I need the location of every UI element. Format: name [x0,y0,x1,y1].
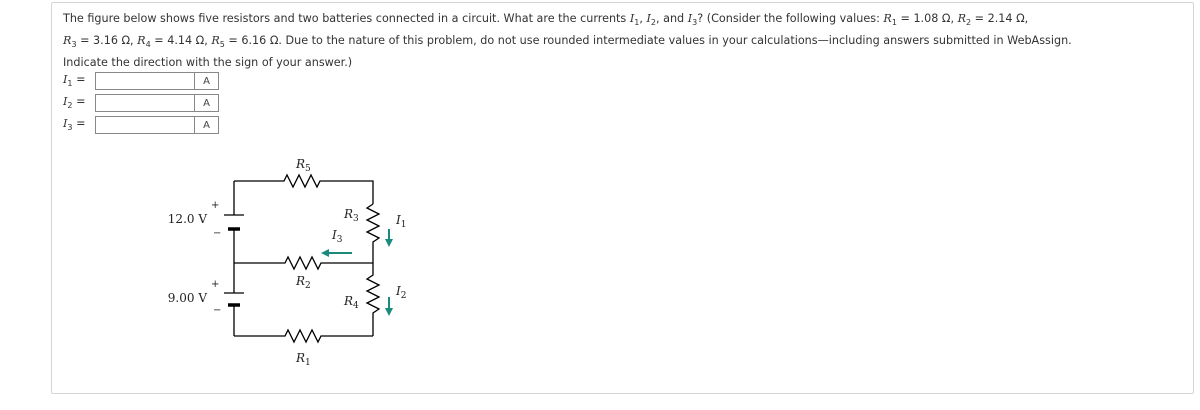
label-r1: $R_1$ [296,351,311,368]
label-r4: $R_4$ [344,294,359,311]
label-i3: $I_3$ [332,228,343,245]
label-i1: $I_1$ [396,213,407,230]
answer-input-i3[interactable] [95,116,195,134]
label-i2: $I_2$ [396,284,407,301]
answer-input-i2[interactable] [95,94,195,112]
answer-label-i2: $I_2$ = [63,95,86,111]
answer-row-i3 [63,116,219,134]
battery-9v-plus: + [211,279,220,290]
battery-9v-minus: − [213,305,222,316]
answer-label-i3: $I_3$ = [63,117,86,133]
label-r5: $R_5$ [296,157,311,174]
answer-input-i1[interactable] [95,72,195,90]
answer-row-i2 [63,94,219,112]
battery-9v-label: 9.00 V [167,291,207,305]
battery-12v-plus: + [211,200,220,211]
question-line-1: The figure below shows five resistors and two batteries connected in a circuit. What are the currents $I_1$, $I_2$, and $I_3$? (Consider the following values: $R_1 = 1.08$ Ω, $R_2 = 2.14$ Ω, [63,12,1029,28]
unit-label-i1: A [195,72,219,90]
question-line-3: Indicate the direction with the sign of your answer.) [63,56,353,70]
answer-row-i1 [63,72,219,90]
unit-label-i3: A [195,116,219,134]
question-text [63,10,1188,72]
battery-12v-label: 12.0 V [167,212,207,226]
question-line-2: $R_3 = 3.16$ Ω, $R_4 = 4.14$ Ω, $R_5 = 6.16$ Ω. Due to the nature of this problem, do not use rounded intermediate values in your calculations—including answers submitted in WebAssign. [63,34,1072,50]
label-r3: $R_3$ [344,207,359,224]
label-r2: $R_2$ [296,274,311,291]
answer-label-i1: $I_1$ = [63,73,86,89]
battery-12v-minus: − [213,228,222,239]
unit-label-i2: A [195,94,219,112]
